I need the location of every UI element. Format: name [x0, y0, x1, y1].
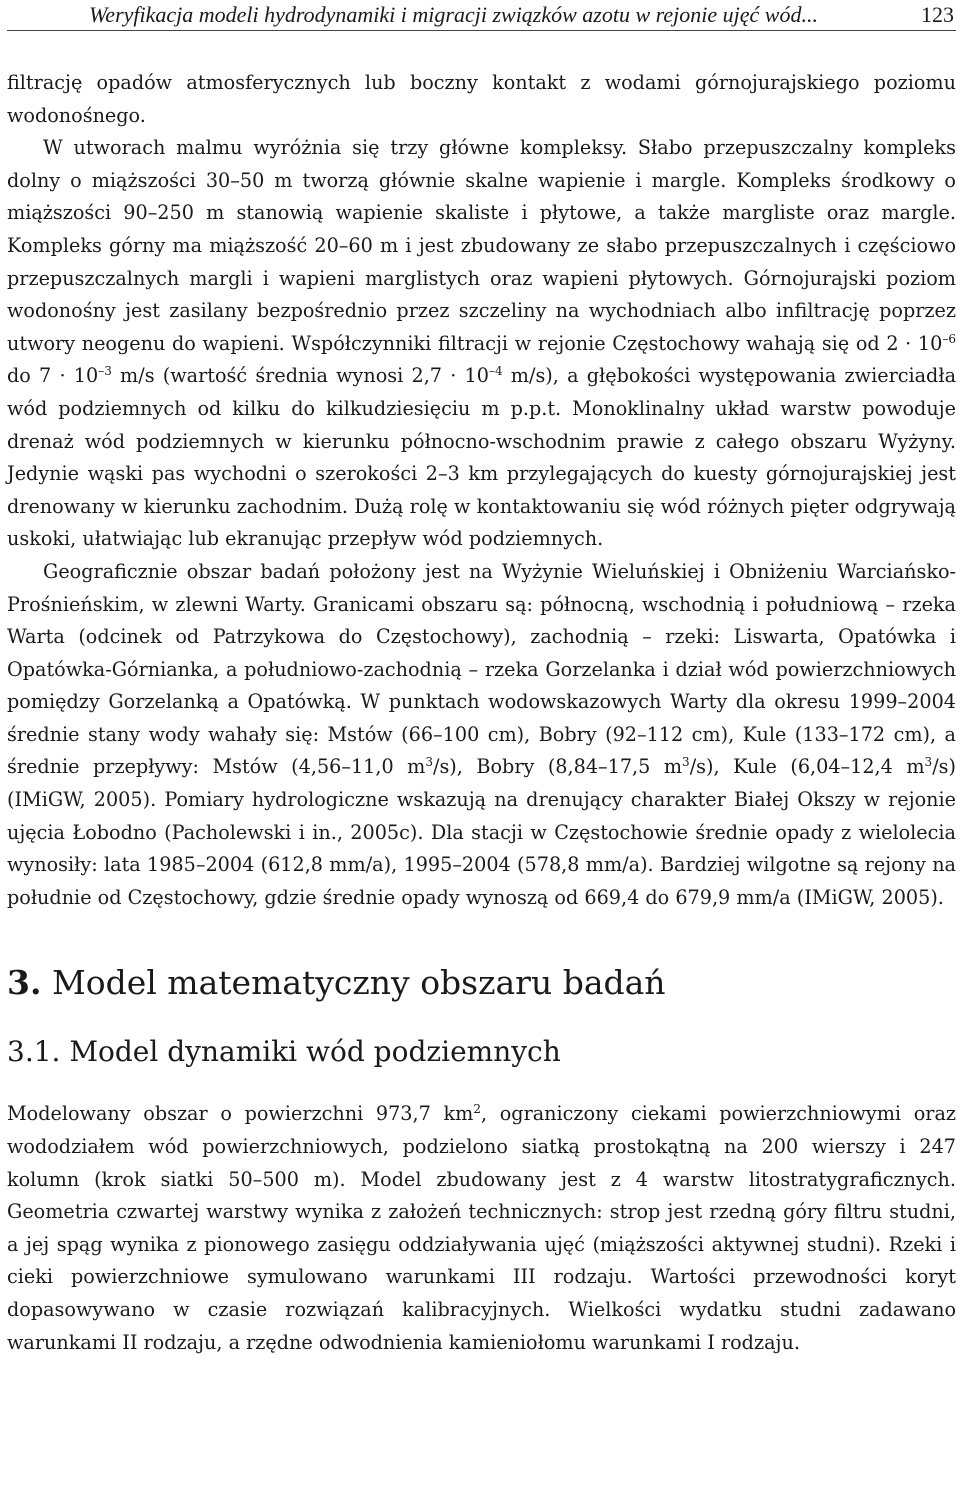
paragraph-3-text-c: /s), Kule (6,04–12,4 m — [689, 755, 925, 779]
running-title: Weryfikacja modeli hydrodynamiki i migracji związków azotu w rejonie ujęć wód... — [89, 2, 818, 27]
paragraph-3-text-b: /s), Bobry (8,84–17,5 m — [433, 755, 683, 779]
subsection-number-3-1: 3.1. — [7, 1035, 61, 1069]
page-number: 123 — [921, 2, 954, 27]
paragraph-4-text-b: , ograniczony ciekami powierzchniowymi oraz wododziałem wód powierzchniowych, podzielono siatką prostokątną na 200 wierszy i 247 kolumn (krok siatki 50–500 m). Model zbudowany jest z 4 warstw litostratygraficznych. Geometria czwartej warstwy wynika z założeń technicznych: strop jest rzedną góry filtru studni, a jej spąg wynika z pionowego zasięgu oddziaływania ujęć (miąższości aktywnej studni). Rzeki i cieki powierzchniowe symulowano warunkami III rodzaju. Wartości przewodności koryt dopasowywano w czasie rozwiązań kalibracyjnych. Wielkości wydatku studni zadawano warunkami II rodzaju, a rzędne odwodnienia kamieniołomu warunkami I rodzaju. — [7, 1102, 956, 1354]
running-header — [7, 2, 956, 31]
superscript-2: 3 — [682, 755, 690, 770]
paragraph-2-text-d: m/s), a głębokości występowania zwierciadła wód podziemnych od kilku do kilkudziesięciu m p.p.t. Monoklinalny układ warstw powoduje drenaż wód podziemnych w kierunku północno-wschodnim prawie z całego obszaru Wyżyny. Jedynie wąski pas wychodni o szerokości 2–3 km przylegających do kuesty górnojurajskiej jest drenowany w kierunku zachodnim. Dużą rolę w kontaktowaniu się wód różnych pięter odgrywają uskoki, ułatwiając lub ekranując przepływ wód podziemnych. — [7, 364, 957, 551]
paragraph-4-text-a: Modelowany obszar o powierzchni 973,7 km — [7, 1102, 474, 1126]
section-title-3: Model matematyczny obszaru badań — [51, 963, 666, 1003]
superscript-1: 3 — [425, 755, 433, 770]
paragraph-1 — [7, 67, 956, 132]
exponent-3: –4 — [488, 364, 503, 379]
paragraph-3-text-d: /s) (IMiGW, 2005). Pomiary hydrologiczne wskazują na drenujący charakter Białej Okszy w rejonie ujęcia Łobodno (Pacholewski i in., 2005c). Dla stacji w Częstochowie średnie opady z wielolecia wynosiły: lata 1985–2004 (612,8 mm/a), 1995–2004 (578,8 mm/a). Bardziej wilgotne są rejony na południe od Częstochowy, gdzie średnie opady wynoszą od 669,4 do 679,9 mm/a (IMiGW, 2005). — [7, 755, 956, 909]
section-number-3: 3. — [7, 963, 42, 1003]
superscript-km2: 2 — [473, 1102, 481, 1117]
paragraph-3 — [7, 556, 956, 915]
paragraph-1-text: filtrację opadów atmosferycznych lub boczny kontakt z wodami górnojurajskiego poziomu wodonośnego. — [7, 71, 956, 127]
paragraph-2-text-c: m/s (wartość średnia wynosi 2,7 · 10 — [111, 364, 489, 388]
subsection-text — [7, 1098, 956, 1359]
main-text — [7, 67, 956, 914]
paragraph-4 — [7, 1098, 956, 1359]
section-heading-3 — [7, 963, 956, 1003]
paragraph-2-text-b: do 7 · 10 — [7, 364, 99, 388]
subsection-heading-3-1 — [7, 1034, 956, 1070]
paragraph-2-text-a: W utworach malmu wyróżnia się trzy główne kompleksy. Słabo przepuszczalny kompleks dolny o miąższości 30–50 m tworzą głównie skalne wapienie i margle. Kompleks środkowy o miąższości 90–250 m stanowią wapienie skaliste i płytowe, a także margliste oraz margle. Kompleks górny ma miąższość 20–60 m i jest zbudowany ze słabo przepuszczalnych i częściowo przepuszczalnych margli i wapieni marglistych oraz wapieni płytowych. Górnojurajski poziom wodonośny jest zasilany bezpośrednio przez szczeliny na wychodniach albo infiltrację poprzez utwory neogenu do wapieni. Współczynniki filtracji w rejonie Częstochowy wahają się od 2 · 10 — [7, 136, 956, 355]
exponent-2: –3 — [98, 364, 112, 379]
paragraph-2 — [7, 132, 956, 556]
superscript-3: 3 — [924, 755, 933, 770]
exponent-1: –6 — [942, 331, 956, 346]
subsection-title-3-1: Model dynamiki wód podziemnych — [69, 1035, 561, 1069]
paragraph-3-text-a: Geograficznie obszar badań położony jest na Wyżynie Wieluńskiej i Obniżeniu Warciańsko-Prośnieńskim, w zlewni Warty. Granicami obszaru są: północną, wschodnią i południową – rzeka Warta (odcinek od Patrzykowa do Częstochowy), zachodnią – rzeki: Liswarta, Opatówka i Opatówka-Górnianka, a południowo-zachodnią – rzeka Gorzelanka i dział wód powierzchniowych pomiędzy Gorzelanką a Opatówką. W punktach wodowskazowych Warty dla okresu 1999–2004 średnie stany wody wahały się: Mstów (66–100 cm), Bobry (92–112 cm), Kule (133–172 cm), a średnie przepływy: Mstów (4,56–11,0 m — [7, 559, 956, 779]
